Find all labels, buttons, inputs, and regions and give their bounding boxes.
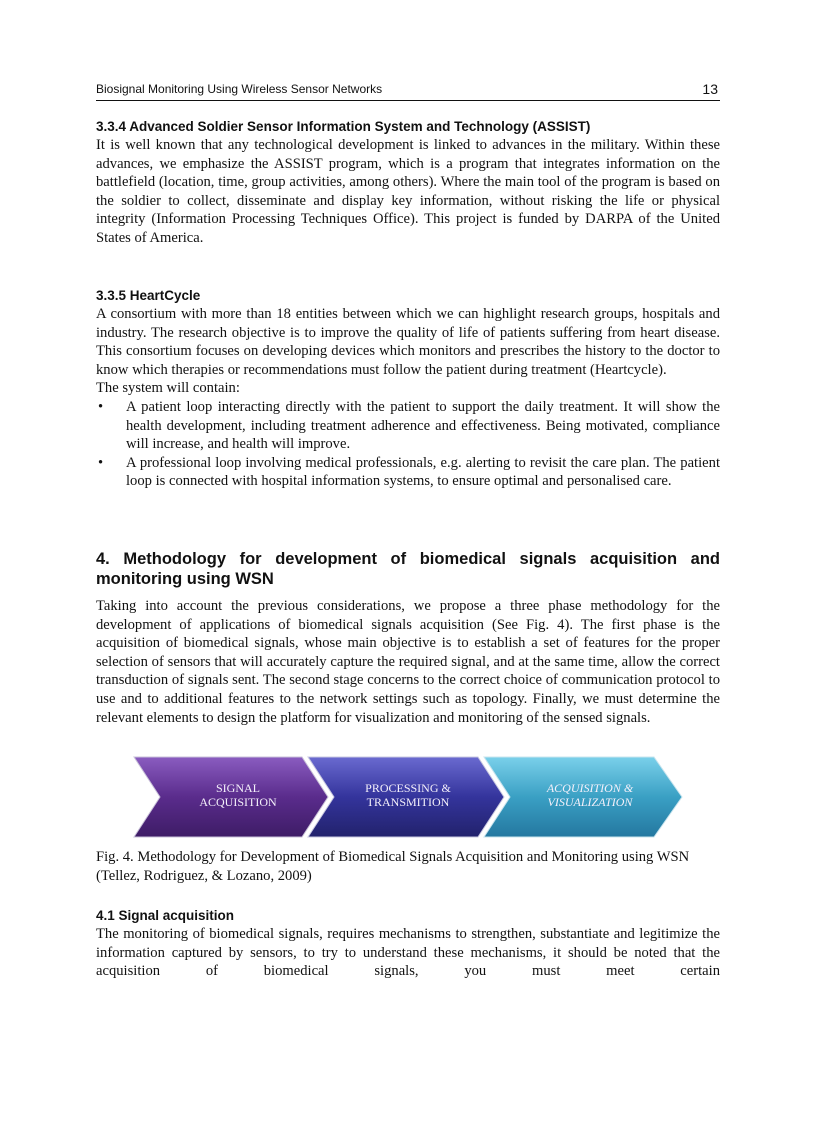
- section-paragraph: The monitoring of biomedical signals, requires mechanisms to strengthen, substantiate and legitimize the information captured by sensors, to try to understand these mechanisms, it should be noted that the acquisition of biomedical signals, you must meet certain: [96, 926, 720, 980]
- section-heading: 4.1 Signal acquisition: [96, 908, 235, 923]
- figure-caption-block: [96, 848, 720, 885]
- running-title: Biosignal Monitoring Using Wireless Sensor Networks: [96, 82, 383, 96]
- arrow-3-line-2: VISUALIZATION: [547, 795, 633, 809]
- section-heading: 3.3.5 HeartCycle: [96, 288, 201, 303]
- section-heading: 4. Methodology for development of biomedical signals acquisition and monitoring using WSN: [96, 550, 720, 588]
- list-item: [96, 398, 720, 454]
- section-paragraph: A consortium with more than 18 entities between which we can highlight research groups, hospitals and industry. The research objective is to improve the quality of life of patients suffering from heart disease. This consortium focuses on developing devices which monitors and prescribes the history to the doctor to know which therapies or recommendations must follow the patient during treatment (Heartcycle).: [96, 306, 720, 378]
- section-heading: 3.3.4 Advanced Soldier Sensor Information System and Technology (ASSIST): [96, 119, 591, 134]
- figure-caption: Fig. 4. Methodology for Development of Biomedical Signals Acquisition and Monitoring using WSN (Tellez, Rodriguez, & Lozano, 2009): [96, 849, 690, 884]
- page-number: 13: [702, 81, 718, 97]
- section-3-3-4: [96, 118, 720, 248]
- list-intro: The system will contain:: [96, 380, 240, 397]
- list-item-text: A patient loop interacting directly with the patient to support the daily treatment. It will show the health development, including treatment adherence and effectiveness. Being motivated, compliance will increase, and health will improve.: [126, 398, 720, 453]
- arrow-2-line-2: TRANSMITION: [366, 795, 450, 809]
- methodology-figure: [132, 754, 688, 840]
- list-item-text: A professional loop involving medical professionals, e.g. alerting to revisit the care plan. The patient loop is connected with hospital information systems, to ensure optimal and personalised care.: [126, 454, 720, 490]
- list-item: [96, 454, 720, 491]
- section-3-3-5: [96, 287, 720, 491]
- arrow-1-line-2: ACQUISITION: [199, 795, 277, 809]
- bullet-icon: •: [98, 398, 104, 415]
- arrow-3-line-1: ACQUISITION &: [546, 781, 634, 795]
- section-4: [96, 549, 720, 727]
- running-header: [96, 82, 720, 101]
- section-paragraph: It is well known that any technological development is linked to advances in the military. Within these advances, we emphasize the ASSIST program, which is a program that integrates information on the battlefield (location, time, group activities, among others). Where the main tool of the program is based on the soldier to collect, disseminate and display key information, without risking the life or physical integrity (Information Processing Techniques Office). This project is funded by DARPA of the United States of America.: [96, 137, 720, 246]
- section-paragraph: Taking into account the previous considerations, we propose a three phase methodology for the development of applications of biomedical signals acquisition (See Fig. 4). The first phase is the acquisition of biomedical signals, whose main objective is to establish a set of features for the proper selection of sensors that will accurately capture the required signal, and at the same time, allow the correct transduction of signals sent. The second stage concerns to the correct choice of communication protocol to use and to additional features to the network settings such as topology. Finally, we must determine the relevant elements to design the platform for visualization and monitoring of the sensed signals.: [96, 598, 720, 726]
- section-4-1: [96, 907, 720, 981]
- bullet-icon: •: [98, 454, 104, 471]
- bullet-list: [96, 398, 720, 491]
- process-arrows: [132, 754, 688, 840]
- arrow-2-line-1: PROCESSING &: [365, 781, 451, 795]
- arrow-1-line-1: SIGNAL: [216, 781, 260, 795]
